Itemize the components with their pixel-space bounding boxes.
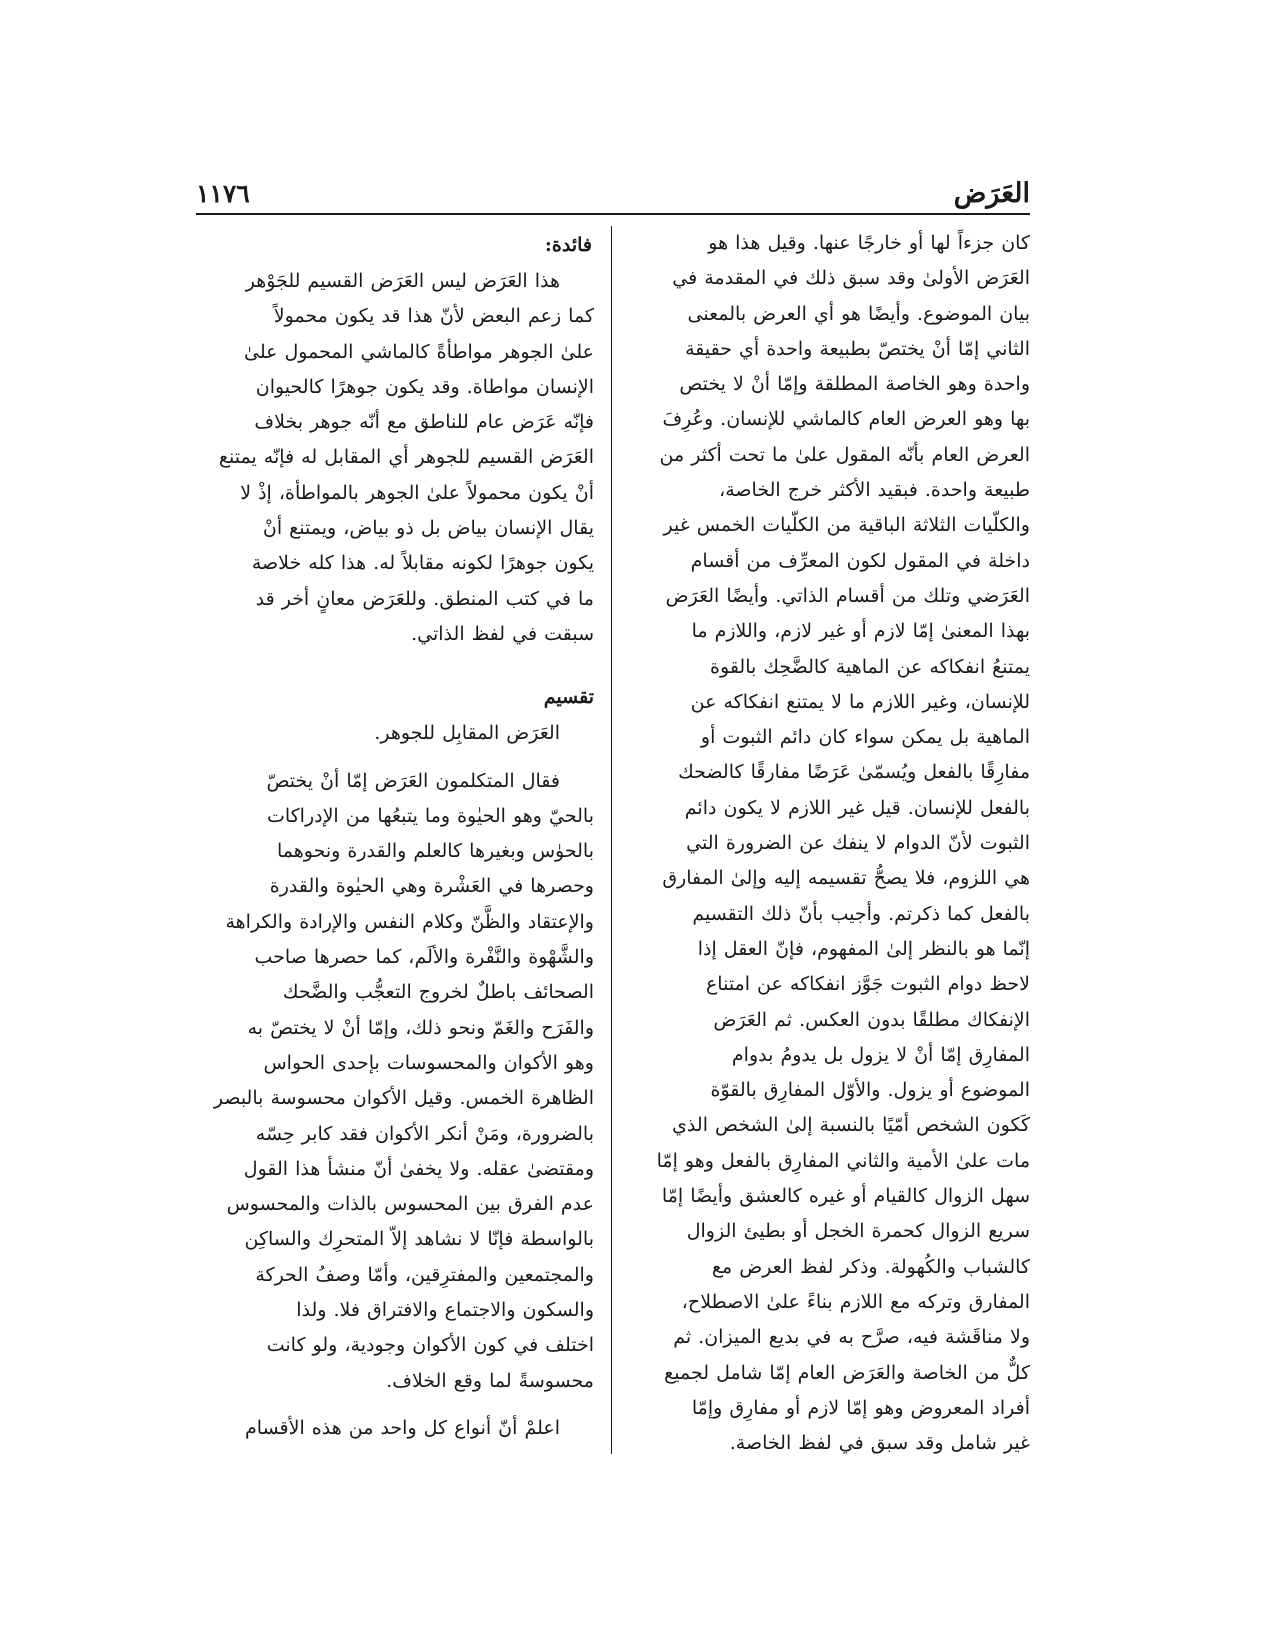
faida-heading: فائدة: — [544, 234, 592, 256]
taqsim-heading: تقسيم — [543, 686, 594, 709]
right-column — [626, 226, 1030, 1461]
taqsim-paragraph: فقال المتكلمون العَرَض إمّا أنْ يختصّ بالحيّ وهو الحيٰوة وما يتبعُها من الإدراكات بالحوٰس وبغيرها كالعلم والقدرة ونحوهما وحصرها في العَشْرة وهي الحيٰوة والقدرة والإعتقاد والظَّنّ وكلام النفس والإرادة والكراهة والشَّهْوة والنَّفْرة والألَم، كما حصرها صاحب الصحائف باطلٌ لخروج التعجُّب والضَّحك والفَرَح والغَمّ ونحو ذلك، وإمّا أنْ لا يختصّ به وهو الأكوان والمحسوسات بإحدى الحواس الظاهرة الخمس. وقيل الأكوان محسوسة بالبصر بالضرورة، ومَنْ أنكر الأكوان فقد كابر حِسّه ومقتضىٰ عقله. ولا يخفىٰ أنّ منشأ هذا القول عدم الفرق بين المحسوس بالذات والمحسوس بالواسطة فإنّا لا نشاهد إلاّ المتحرِك والساكِن والمجتمعين والمفترِقين، وأمّا وصفُ الحركة والسكون والاجتماع والافتراق فلا. ولذا اختلف في كون الأكوان وجودية، ولو كانت محسوسةً لما وقع الخلاف. — [213, 769, 594, 1392]
closing-line: اعلمْ أنّ أنواع كل واحد من هذه الأقسام — [245, 1416, 560, 1439]
right-column-paragraph: كان جزءاً لها أو خارجًا عنها. وقيل هذا هو العَرَض الأولىٰ وقد سبق ذلك في المقدمة في بيان الموضوع. وأيضًا هو أي العرض بالمعنى الثاني إمّا أنْ يختصّ بطبيعة واحدة أي حقيقة واحدة وهو الخاصة المطلقة وإمّا أنْ لا يختص بها وهو العرض العام كالماشي للإنسان. وعُرِفَ العرض العام بأنّه المقول علىٰ ما تحت أكثر من طبيعة واحدة. فبقيد الأكثر خرج الخاصة، والكلّيات الثلاثة الباقية من الكلّيات الخمس غير داخلة في المقول لكون المعرِّف من أقسام العَرَضي وتلك من أقسام الذاتي. وأيضًا العَرَض بهذا المعنىٰ إمّا لازم أو غير لازم، واللازم ما يمتنعُ انفكاكه عن الماهية كالضَّحِك بالقوة للإنسان، وغير اللازم ما لا يمتنع انفكاكه عن الماهية بل يمكن سواء كان دائم الثبوت أو مفارِقًا بالفعل ويُسمّىٰ عَرَضًا مفارقًا كالضحك بالفعل للإنسان. قيل غير اللازم لا يكون دائم الثبوت لأنّ الدوام لا ينفك عن الضرورة التي هي اللزوم، فلا يصحُّ تقسيمه إليه وإلىٰ المفارق بالفعل كما ذكرتم. وأجيب بأنّ ذلك التقسيم إنّما هو بالنظر إلىٰ المفهوم، فإنّ العقل إذا لاحظ دوام الثبوت جَوَّز انفكاكه عن امتناع الإنفكاك مطلقًا بدون العكس. ثم العَرَض المفارِق إمّا أنْ لا يزول بل يدومُ بدوام الموضوع أو يزول. والأوّل المفارِق بالقوّة كَكون الشخص أمّيًا بالنسبة إلىٰ الشخص الذي مات علىٰ الأمية والثاني المفارِق بالفعل وهو إمّا سهل الزوال كالقيام أو غيره كالعشق وأيضًا إمّا سريع الزوال كحمرة الخجل أو بطيئ الزوال كالشباب والكُهولة. وذكر لفظ العرض مع المفارق وتركه مع اللازم بناءً علىٰ الاصطلاح، ولا مناقَشة فيه، صرَّح به في بديع الميزان. ثم كلٌّ من الخاصة والعَرَض العام إمّا شامل لجميع أفراد المعروض وهو إمّا لازم أو مفارِق وإمّا غير شامل وقد سبق في لفظ الخاصة. — [656, 232, 1030, 1455]
header-rule — [196, 213, 1030, 215]
column-divider — [611, 226, 612, 1454]
entry-title: العَرَض — [953, 178, 1030, 209]
taqsim-subheading: العَرَض المقابِل للجوهر. — [374, 722, 560, 745]
running-head — [196, 176, 1030, 216]
page-number: ١١٧٦ — [196, 179, 250, 208]
faida-paragraph: هذا العَرَض ليس العَرَض القسيم للجَوْهر كما زعم البعض لأنّ هذا قد يكون محمولاً علىٰ الجوهر مواطأةً كالماشي المحمول علىٰ الإنسان مواطاة. وقد يكون جوهرًا كالحيوان فإنّه عَرَض عام للناطق مع أنّه جوهر بخلاف العَرَض القسيم للجوهر أي المقابل له فإنّه يمتنع أنْ يكون محمولاً علىٰ الجوهر بالمواطأة، إذْ لا يقال الإنسان بياض بل ذو بياض، ويمتنع أنْ يكون جوهرًا لكونه مقابلاً له. هذا كله خلاصة ما في كتب المنطق. وللعَرَض معانٍ أخر قد سبقت في لفظ الذاتي. — [218, 270, 594, 645]
left-column — [196, 226, 594, 1446]
